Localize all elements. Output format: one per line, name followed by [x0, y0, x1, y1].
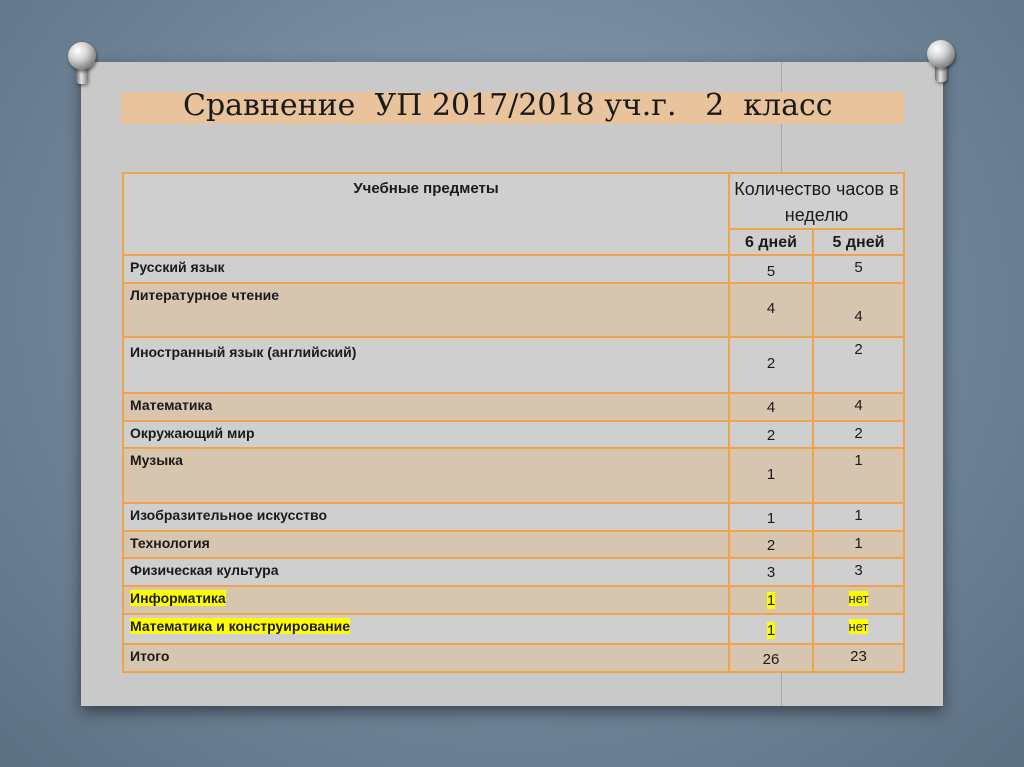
hours-6-cell	[729, 586, 813, 614]
pushpin-left-icon	[68, 42, 96, 86]
subject-cell: Музыка	[123, 448, 729, 503]
hours-6-cell	[729, 614, 813, 644]
header-hours: Количество часов в неделю	[729, 173, 904, 229]
table-row	[123, 283, 904, 337]
table-row	[123, 644, 904, 672]
hours-6-cell: 3	[729, 558, 813, 586]
table-row	[123, 614, 904, 644]
table-row	[123, 586, 904, 614]
subject-cell	[123, 614, 729, 644]
subject-cell: Итого	[123, 644, 729, 672]
hours-6-cell: 1	[729, 448, 813, 503]
table-row	[123, 503, 904, 531]
subject-cell: Окружающий мир	[123, 421, 729, 448]
table-row	[123, 531, 904, 558]
subject-cell: Русский язык	[123, 255, 729, 283]
table-row	[123, 421, 904, 448]
hours-6-cell: 2	[729, 531, 813, 558]
subject-cell: Изобразительное искусство	[123, 503, 729, 531]
hours-6-cell: 2	[729, 421, 813, 448]
hours-5-cell: 4	[813, 393, 904, 421]
hours-6-cell: 4	[729, 283, 813, 337]
subject-cell: Иностранный язык (английский)	[123, 337, 729, 393]
table-row	[123, 337, 904, 393]
header-5-days: 5 дней	[813, 229, 904, 255]
pushpin-right-icon	[927, 40, 955, 84]
hours-6-cell: 1	[729, 503, 813, 531]
hours-5-cell: 2	[813, 337, 904, 393]
hours-5-cell	[813, 586, 904, 614]
hours-5-cell	[813, 614, 904, 644]
page-title: Сравнение УП 2017/2018 уч.г. 2 класс	[183, 88, 833, 123]
subject-cell: Математика	[123, 393, 729, 421]
highlighted-subject: Математика и конструирование	[130, 618, 351, 634]
highlighted-hours: 1	[766, 622, 776, 639]
hours-5-cell: 5	[813, 255, 904, 283]
curriculum-table	[122, 172, 905, 673]
subject-cell: Технология	[123, 531, 729, 558]
hours-5-cell: 1	[813, 531, 904, 558]
hours-6-cell: 2	[729, 337, 813, 393]
highlighted-subject: Информатика	[130, 590, 226, 606]
subject-cell: Литературное чтение	[123, 283, 729, 337]
hours-5-cell: 2	[813, 421, 904, 448]
header-6-days: 6 дней	[729, 229, 813, 255]
table-row	[123, 255, 904, 283]
hours-5-cell: 1	[813, 448, 904, 503]
table-row	[123, 448, 904, 503]
highlighted-hours: 1	[766, 592, 776, 609]
hours-6-cell: 4	[729, 393, 813, 421]
highlighted-hours: нет	[848, 591, 869, 606]
hours-6-cell: 5	[729, 255, 813, 283]
table-row	[123, 393, 904, 421]
hours-6-cell: 26	[729, 644, 813, 672]
header-subjects: Учебные предметы	[123, 173, 729, 255]
table-row	[123, 558, 904, 586]
subject-cell: Физическая культура	[123, 558, 729, 586]
hours-5-cell: 1	[813, 503, 904, 531]
hours-5-cell: 23	[813, 644, 904, 672]
hours-5-cell: 4	[813, 283, 904, 337]
hours-5-cell: 3	[813, 558, 904, 586]
title-banner	[121, 88, 904, 124]
highlighted-hours: нет	[848, 619, 869, 634]
subject-cell	[123, 586, 729, 614]
